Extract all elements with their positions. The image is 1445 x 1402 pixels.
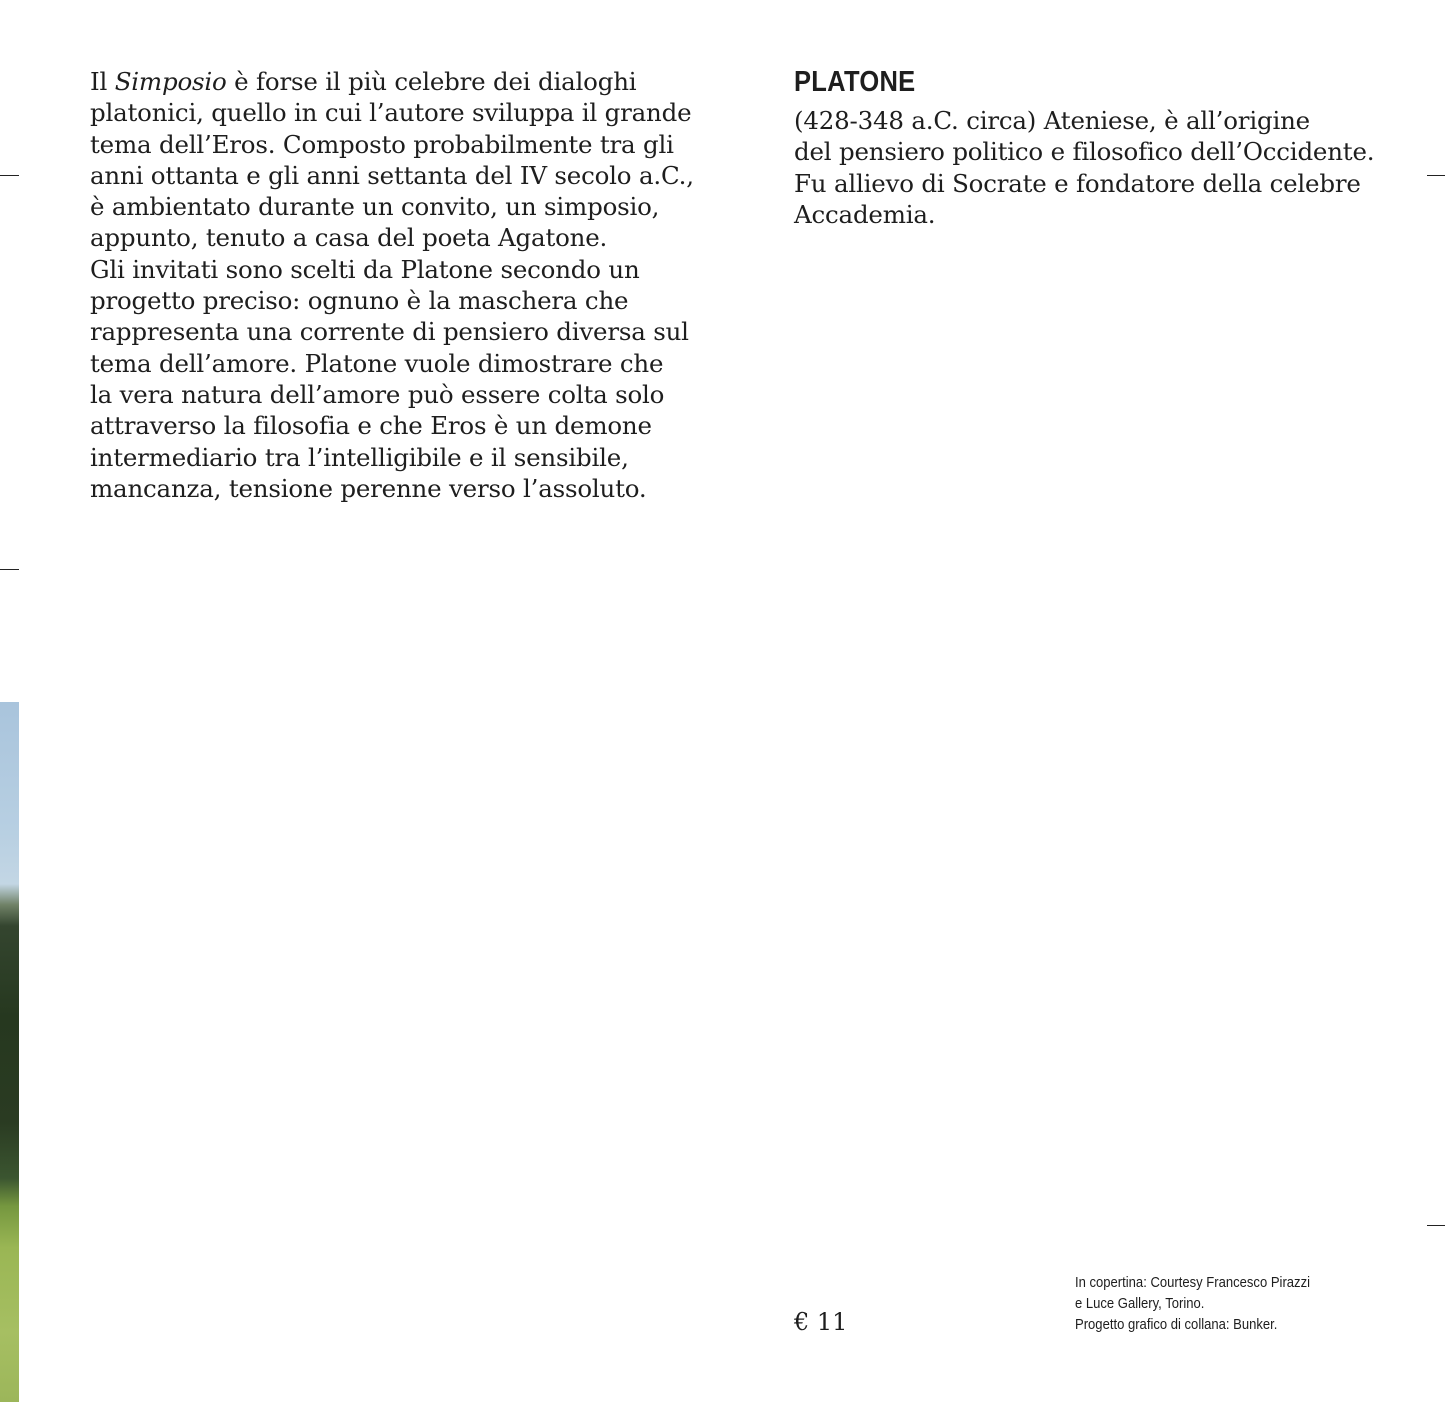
credit-line: e Luce Gallery, Torino. — [1075, 1296, 1205, 1312]
description-line: progetto preciso: ognuno è la maschera che — [90, 286, 629, 316]
credit-line: Progetto grafico di collana: Bunker. — [1075, 1317, 1278, 1333]
description-line: platonici, quello in cui l’autore sviluppa il grande — [90, 98, 692, 128]
description-line: Gli invitati sono scelti da Platone secondo un — [90, 254, 640, 284]
description-paragraph-1 — [90, 66, 694, 254]
cover-credits — [1075, 1273, 1310, 1336]
description-paragraph-2 — [90, 254, 689, 504]
description-line: appunto, tenuto a casa del poeta Agatone. — [90, 223, 608, 253]
description-line: anni ottanta e gli anni settanta del IV secolo a.C., — [90, 160, 694, 190]
description-line: tema dell’Eros. Composto probabilmente tra gli — [90, 129, 674, 159]
description-line: attraverso la filosofia e che Eros è un demone — [90, 411, 652, 441]
cover-image-edge — [0, 702, 19, 1402]
author-bio-line: Fu allievo di Socrate e fondatore della celebre — [794, 168, 1361, 198]
description-line: Il Simposio è forse il più celebre dei dialoghi — [90, 67, 637, 96]
crop-mark-right-top — [1427, 175, 1445, 176]
price-label: € 11 — [794, 1308, 848, 1336]
crop-mark-left-middle — [0, 569, 19, 570]
description-line: mancanza, tensione perenne verso l’assoluto. — [90, 473, 647, 503]
description-line: la vera natura dell’amore può essere colta solo — [90, 379, 665, 409]
description-line: intermediario tra l’intelligibile e il sensibile, — [90, 442, 629, 472]
crop-mark-right-bottom — [1427, 1225, 1445, 1226]
author-bio-line: (428-348 a.C. circa) Ateniese, è all’origine — [794, 106, 1310, 135]
book-description — [90, 66, 694, 504]
author-name: PLATONE — [794, 66, 916, 98]
author-bio — [794, 105, 1394, 230]
author-section — [794, 66, 1394, 230]
author-bio-line: del pensiero politico e filosofico dell’Occidente. — [794, 137, 1375, 167]
crop-mark-left-top — [0, 175, 19, 176]
book-title-italic: Simposio — [114, 67, 227, 96]
description-line: tema dell’amore. Platone vuole dimostrare che — [90, 348, 664, 378]
credit-line: In copertina: Courtesy Francesco Pirazzi — [1075, 1275, 1310, 1291]
author-bio-line: Accademia. — [794, 199, 936, 229]
description-line: rappresenta una corrente di pensiero diversa sul — [90, 317, 689, 347]
description-line: è ambientato durante un convito, un simposio, — [90, 192, 660, 222]
